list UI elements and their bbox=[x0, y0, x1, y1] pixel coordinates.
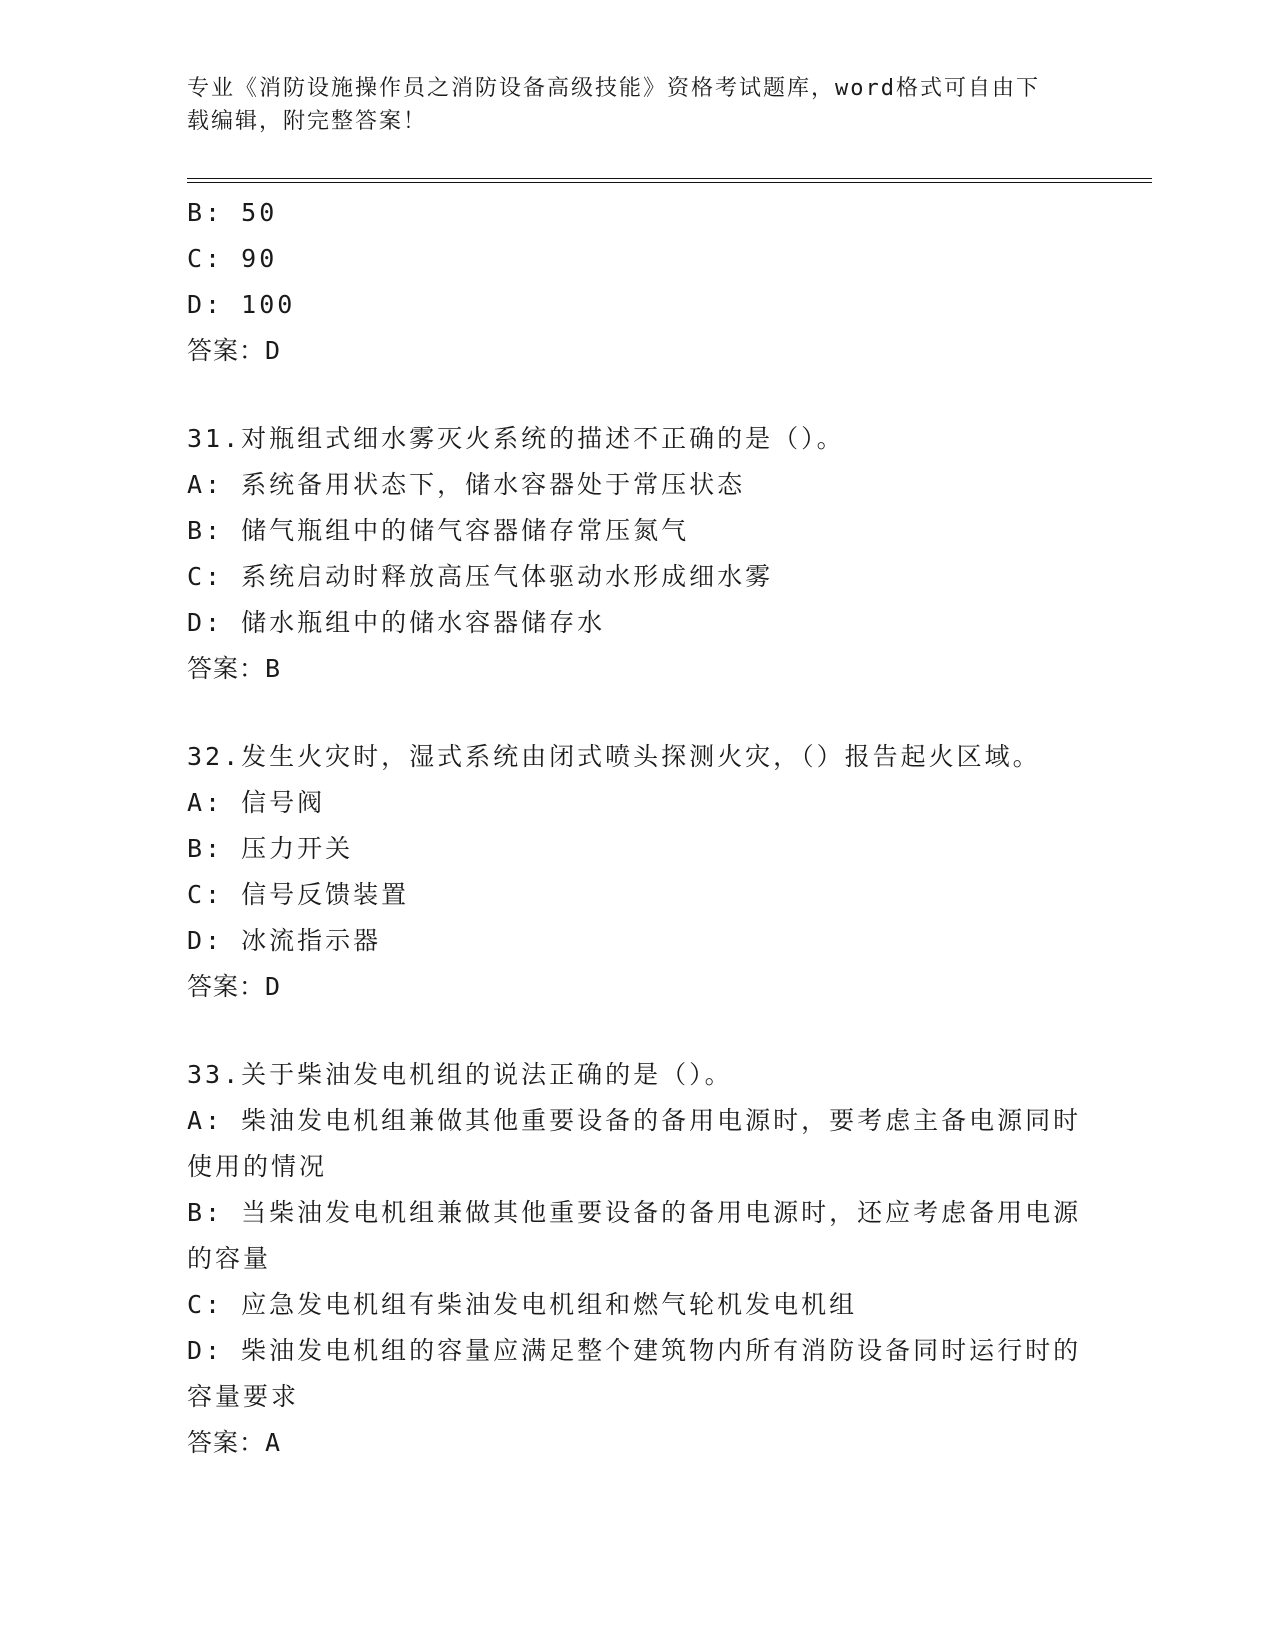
option-c: C: 信号反馈装置 bbox=[187, 880, 410, 909]
answer-line: 答案：B bbox=[187, 654, 282, 683]
question-block-31 bbox=[187, 416, 1087, 692]
option-a: A: 柴油发电机组兼做其他重要设备的备用电源时，要考虑主备电源同时使用的情况 bbox=[187, 1106, 1082, 1181]
header-rule-bottom bbox=[187, 182, 1152, 183]
header-line-1: 专业《消防设施操作员之消防设备高级技能》资格考试题库，word格式可自由下 bbox=[187, 76, 1040, 101]
question-block-prev bbox=[187, 190, 1087, 374]
option-c: C: 应急发电机组有柴油发电机组和燃气轮机发电机组 bbox=[187, 1290, 858, 1319]
answer-line: 答案：D bbox=[187, 336, 282, 365]
option-b: B: 压力开关 bbox=[187, 834, 354, 863]
question-block-33 bbox=[187, 1052, 1087, 1466]
option-b: B: 50 bbox=[187, 198, 278, 227]
option-d: D: 100 bbox=[187, 290, 296, 319]
document-header bbox=[187, 72, 1087, 138]
option-b: B: 储气瓶组中的储气容器储存常压氮气 bbox=[187, 516, 690, 545]
answer-line: 答案：D bbox=[187, 972, 282, 1001]
question-title: 32.发生火灾时，湿式系统由闭式喷头探测火灾，（）报告起火区域。 bbox=[187, 742, 1041, 771]
question-list bbox=[187, 190, 1087, 1466]
option-d: D: 储水瓶组中的储水容器储存水 bbox=[187, 608, 606, 637]
answer-line: 答案：A bbox=[187, 1428, 282, 1457]
option-c: C: 90 bbox=[187, 244, 278, 273]
header-rule-top bbox=[187, 178, 1152, 179]
option-d: D: 柴油发电机组的容量应满足整个建筑物内所有消防设备同时运行时的容量要求 bbox=[187, 1336, 1082, 1411]
option-d: D: 冰流指示器 bbox=[187, 926, 382, 955]
question-block-32 bbox=[187, 734, 1087, 1010]
option-b: B: 当柴油发电机组兼做其他重要设备的备用电源时，还应考虑备用电源的容量 bbox=[187, 1198, 1082, 1273]
option-c: C: 系统启动时释放高压气体驱动水形成细水雾 bbox=[187, 562, 774, 591]
option-a: A: 系统备用状态下，储水容器处于常压状态 bbox=[187, 470, 746, 499]
option-a: A: 信号阀 bbox=[187, 788, 326, 817]
question-title: 31.对瓶组式细水雾灭火系统的描述不正确的是（）。 bbox=[187, 424, 845, 453]
question-title: 33.关于柴油发电机组的说法正确的是（）。 bbox=[187, 1060, 733, 1089]
header-line-2: 载编辑，附完整答案！ bbox=[187, 109, 428, 134]
